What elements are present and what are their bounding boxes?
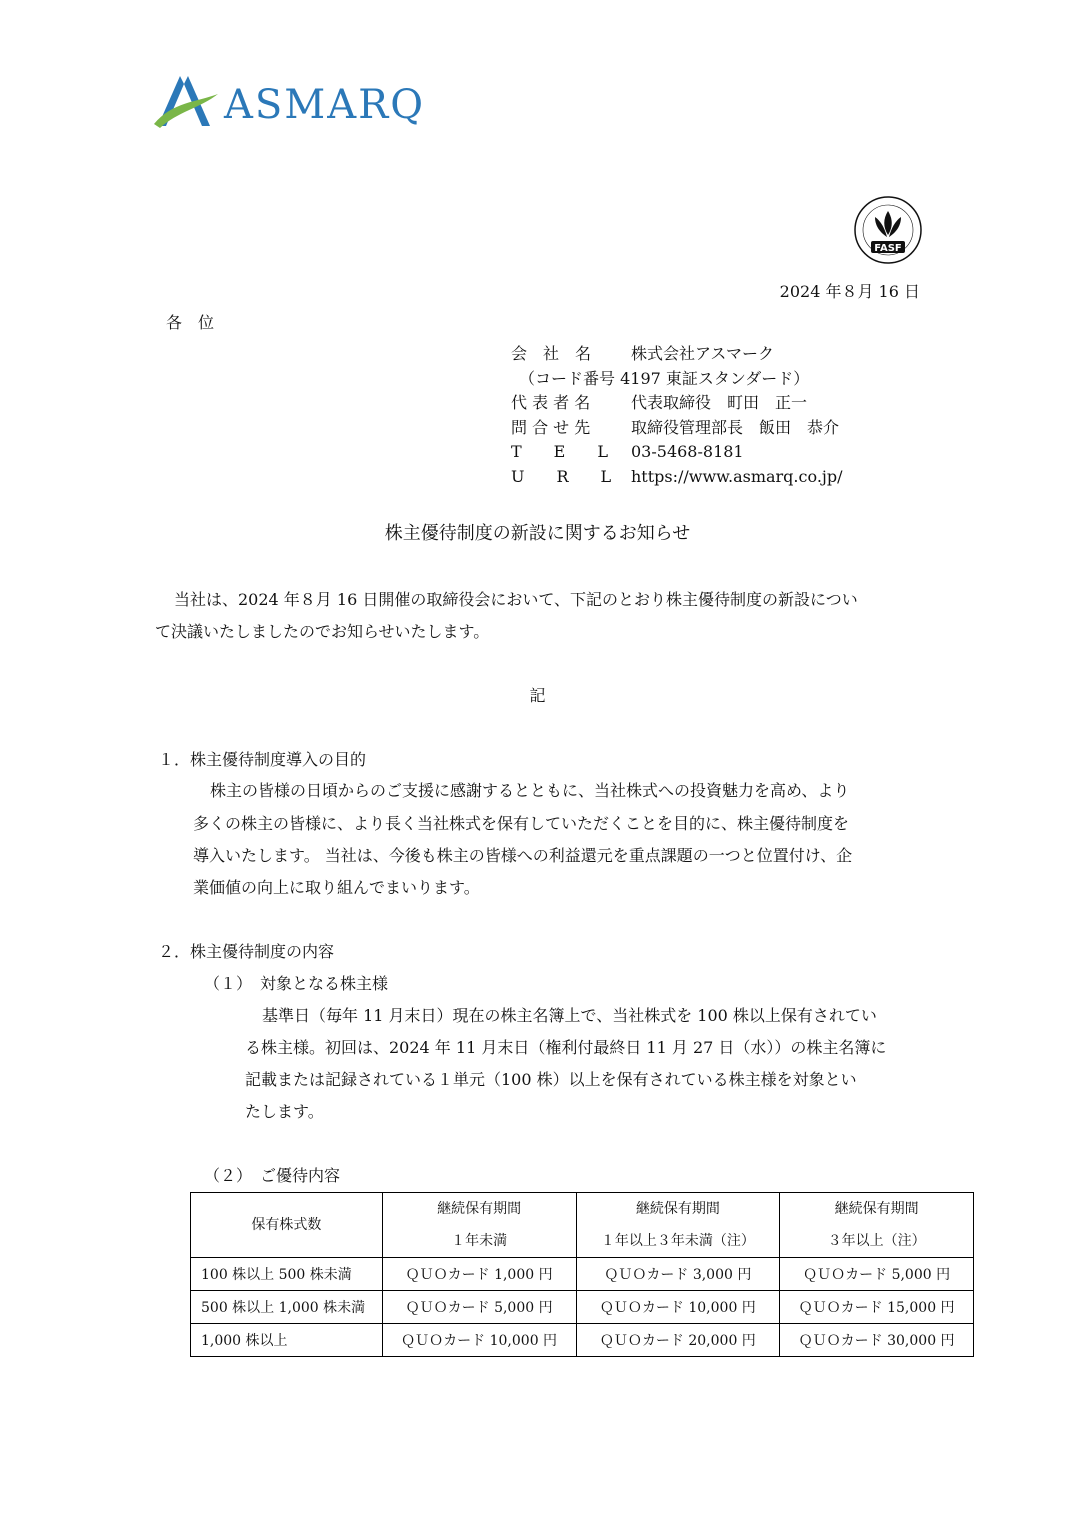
fasf-seal [853, 195, 923, 265]
table-row [191, 1291, 974, 1324]
table-cell: ＱＵＯカード 15,000 円 [780, 1291, 974, 1324]
fasf-seal-icon [853, 195, 923, 265]
intro-line-1: 当社は、2024 年８月 16 日開催の取締役会において、下記のとおり株主優待制度の新設につい [174, 590, 858, 609]
section2-heading: ２．株主優待制度の内容 [158, 942, 335, 961]
table-cell: 1,000 株以上 [191, 1324, 383, 1357]
seal-label: FASF [874, 243, 902, 254]
header-shares: 保有株式数 [191, 1193, 383, 1258]
table-cell: ＱＵＯカード 30,000 円 [780, 1324, 974, 1357]
company-row-name: 会 社 名 株式会社アスマーク [511, 344, 775, 363]
ki-heading: 記 [529, 686, 546, 705]
table-cell: ＱＵＯカード 10,000 円 [382, 1324, 576, 1357]
table-header-row [191, 1193, 974, 1258]
section2-sub1-line-4: たします。 [245, 1102, 324, 1121]
section2-sub1-line-3: 記載または記録されている１単元（100 株）以上を保有されている株主様を対象とい [245, 1070, 857, 1089]
document-title: 株主優待制度の新設に関するお知らせ [384, 523, 691, 544]
table-row [191, 1324, 974, 1357]
table-cell: ＱＵＯカード 10,000 円 [576, 1291, 780, 1324]
section1-heading: １．株主優待制度導入の目的 [158, 750, 367, 769]
table-cell: ＱＵＯカード 1,000 円 [382, 1258, 576, 1291]
header-over-3-years: 継続保有期間 ３年以上（注） [780, 1193, 974, 1258]
table-cell: 100 株以上 500 株未満 [191, 1258, 383, 1291]
table-row [191, 1258, 974, 1291]
header-1-to-3-years: 継続保有期間 １年以上３年未満（注） [576, 1193, 780, 1258]
company-info [511, 342, 843, 489]
section1-line-3: 導入いたします。 当社は、今後も株主の皆様への利益還元を重点課題の一つと位置付け、企 [193, 846, 853, 865]
addressee: 各 位 [166, 313, 215, 332]
company-row-url: U R L https://www.asmarq.co.jp/ [511, 466, 843, 486]
section2-sub1-line-2: る株主様。初回は、2024 年 11 月末日（権利付最終日 11 月 27 日（水））の株主名簿に [245, 1038, 887, 1057]
section1-line-2: 多くの株主の皆様に、より長く当社株式を保有していただくことを目的に、株主優待制度を [193, 814, 850, 833]
company-row-representative: 代 表 者 名 代表取締役 町田 正一 [511, 393, 808, 412]
section2-sub2-heading: （２） ご優待内容 [204, 1166, 341, 1185]
table-cell: ＱＵＯカード 20,000 円 [576, 1324, 780, 1357]
section1-line-1: 株主の皆様の日頃からのご支援に感謝するとともに、当社株式への投資魅力を高め、より [210, 781, 850, 800]
section1-line-4: 業価値の向上に取り組んでまいります。 [193, 878, 480, 897]
company-logo [152, 72, 452, 134]
table-cell: 500 株以上 1,000 株未満 [191, 1291, 383, 1324]
intro-line-2: て決議いたしましたのでお知らせいたします。 [155, 622, 490, 641]
section2-sub1-line-1: 基準日（毎年 11 月末日）現在の株主名簿上で、当社株式を 100 株以上保有されてい [262, 1006, 877, 1025]
company-row-code: （コード番号 4197 東証スタンダード） [519, 368, 810, 388]
logo-text: ASMARQ [224, 82, 426, 128]
document-date: 2024 年８月 16 日 [779, 282, 920, 301]
company-row-contact: 問 合 せ 先 取締役管理部長 飯田 恭介 [511, 417, 840, 437]
header-under-1-year: 継続保有期間 １年未満 [382, 1193, 576, 1258]
section2-sub1-heading: （１） 対象となる株主様 [204, 974, 389, 993]
table-cell: ＱＵＯカード 3,000 円 [576, 1258, 780, 1291]
table-cell: ＱＵＯカード 5,000 円 [382, 1291, 576, 1324]
logo-mark-icon [152, 72, 232, 134]
table-cell: ＱＵＯカード 5,000 円 [780, 1258, 974, 1291]
company-row-tel: T E L 03-5468-8181 [511, 442, 744, 461]
benefits-table [190, 1192, 974, 1357]
